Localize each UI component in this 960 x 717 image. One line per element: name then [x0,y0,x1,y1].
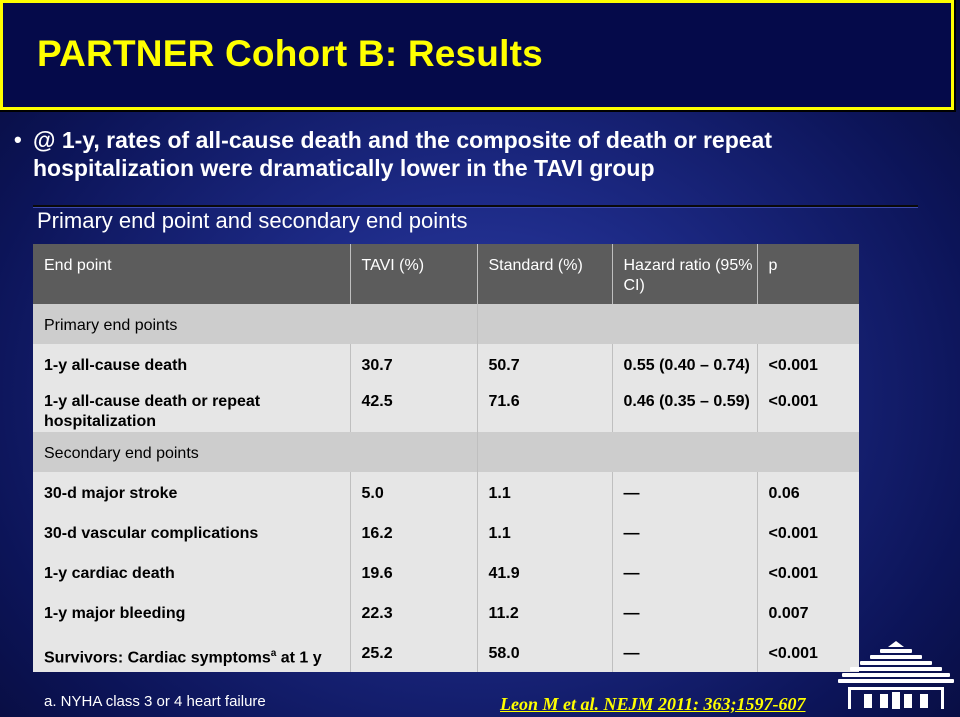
cell-standard: 58.0 [477,632,612,672]
cell-p: <0.001 [757,512,859,552]
cell-endpoint: 1-y all-cause death or repeat hospitalization [33,384,350,432]
header-tavi: TAVI (%) [350,244,477,304]
title-box [0,0,954,110]
cell-tavi: 30.7 [350,344,477,384]
cell-hazard-ratio: 0.46 (0.35 – 0.59) [612,384,757,432]
cell-tavi: 16.2 [350,512,477,552]
results-table [33,244,859,672]
cell-p: <0.001 [757,632,859,672]
table-row [33,344,859,384]
header-standard: Standard (%) [477,244,612,304]
cell-hazard-ratio: — [612,632,757,672]
section-filler [477,304,859,344]
cell-tavi: 22.3 [350,592,477,632]
table-row [33,552,859,592]
header-p: p [757,244,859,304]
cell-standard: 50.7 [477,344,612,384]
cell-endpoint: 30-d major stroke [33,472,350,512]
section-row-secondary [33,432,859,472]
cell-standard: 1.1 [477,512,612,552]
cell-tavi: 19.6 [350,552,477,592]
cell-p: 0.06 [757,472,859,512]
citation: Leon M et al. NEJM 2011: 363;1597-607 [500,694,806,714]
cell-endpoint: 1-y major bleeding [33,592,350,632]
section-row-primary [33,304,859,344]
cell-tavi: 5.0 [350,472,477,512]
footnote: a. NYHA class 3 or 4 heart failure [44,693,266,710]
bullet-text: @ 1-y, rates of all-cause death and the composite of death or repeat hospitalization were dramatically lower in the TAVI group [33,127,773,181]
section-filler [477,432,859,472]
cell-endpoint [33,632,350,672]
table-row [33,384,859,432]
cell-hazard-ratio: 0.55 (0.40 – 0.74) [612,344,757,384]
cell-standard: 11.2 [477,592,612,632]
table-header-row [33,244,859,304]
table-row [33,512,859,552]
cell-p: <0.001 [757,384,859,432]
cell-p: <0.001 [757,552,859,592]
cell-tavi: 42.5 [350,384,477,432]
table-row [33,632,859,672]
divider [33,205,918,207]
cell-endpoint: 30-d vascular complications [33,512,350,552]
cell-hazard-ratio: — [612,512,757,552]
table-row [33,592,859,632]
cell-standard: 1.1 [477,472,612,512]
cell-standard: 41.9 [477,552,612,592]
footnote-marker: a [270,648,277,659]
cell-p: <0.001 [757,344,859,384]
section-label: Secondary end points [33,432,477,472]
header-endpoint: End point [33,244,350,304]
section-label: Primary end points [33,304,477,344]
table-caption: Primary end point and secondary end points [37,208,468,233]
cell-standard: 71.6 [477,384,612,432]
table-row [33,472,859,512]
cell-hazard-ratio: — [612,592,757,632]
building-logo-icon [836,639,956,711]
slide-title: PARTNER Cohort B: Results [37,33,543,74]
cell-tavi: 25.2 [350,632,477,672]
cell-endpoint: 1-y cardiac death [33,552,350,592]
cell-endpoint: 1-y all-cause death [33,344,350,384]
cell-hazard-ratio: — [612,472,757,512]
header-hazard-ratio: Hazard ratio (95% CI) [612,244,757,304]
endpoint-text: Survivors: Cardiac symptoms [44,649,271,667]
bullet-dot-icon: • [14,127,22,152]
cell-p: 0.007 [757,592,859,632]
endpoint-suffix: at 1 y [276,649,322,667]
cell-hazard-ratio: — [612,552,757,592]
bullet-point [14,126,894,182]
